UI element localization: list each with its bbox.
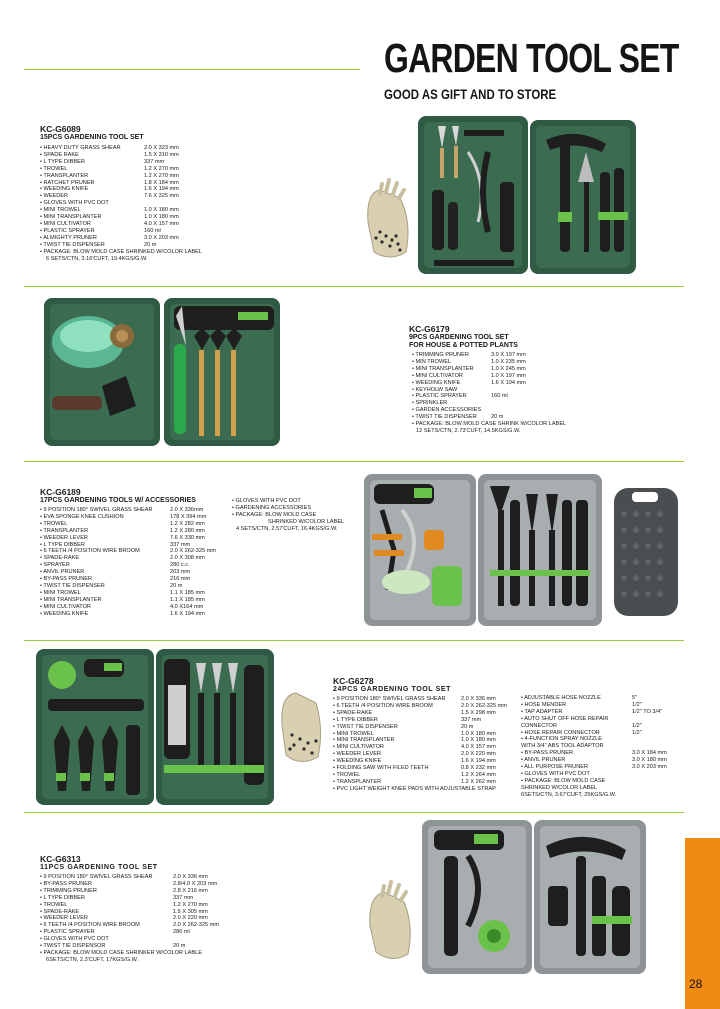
spec-item-name: • WEEDER — [40, 193, 69, 200]
spec-item-size: 1/2" — [632, 701, 642, 708]
spec-row — [40, 214, 340, 221]
spec-item-name: SHRINKED W/COLOR LABEL — [521, 784, 598, 791]
section-divider — [24, 812, 684, 813]
gloves-icon — [282, 693, 321, 762]
spec-item-name: • TAP ADAPTER — [521, 708, 563, 715]
tool-case-image — [360, 112, 640, 276]
spec-row — [412, 387, 679, 394]
package-info — [40, 950, 300, 964]
spec-item-name: • GLOVES WITH PVC DOT — [40, 936, 109, 943]
spec-row — [333, 758, 533, 765]
spec-item-size: 1.0 X 180 mm — [461, 737, 496, 744]
spec-item-size: 337 mm — [461, 716, 482, 723]
spec-item-size: 2.0 X 262-325 mm — [461, 702, 508, 709]
section-divider — [24, 461, 684, 462]
spec-row — [40, 145, 340, 152]
spec-row — [40, 535, 240, 542]
spec-item-size: 337 mm — [173, 894, 194, 901]
spec-item-name: • 9 POSITION 180° SWIVEL GRASS SHEAR — [333, 696, 446, 702]
spec-item-name: • ANVIL PRUNER — [521, 757, 566, 764]
spec-item-size: 203 mm — [170, 569, 191, 576]
spec-item-size: 2.0 X 336 mm — [461, 696, 496, 702]
extra-line: SHRINKED W/COLOR LABEL — [268, 518, 345, 525]
spec-row — [521, 785, 681, 792]
spec-item-name: • BY-PASS PRUNER — [40, 576, 93, 583]
extra-line: • PACKAGE: BLOW MOLD CASE — [232, 511, 317, 518]
spec-item-name: • TROWEL — [40, 901, 68, 908]
section-divider — [24, 286, 684, 287]
spec-item-name: • WEEDING KNIFE — [333, 758, 382, 765]
spec-item-name: • SPRINKLER — [412, 400, 448, 407]
spec-row — [333, 724, 533, 731]
spec-row — [40, 583, 240, 590]
spec-item-name: • MINI CULTIVATOR — [40, 603, 91, 610]
spec-list — [409, 352, 679, 421]
spec-row — [521, 716, 681, 723]
gloves-icon — [370, 882, 410, 959]
extra-info-kc-g6189 — [232, 498, 372, 533]
spec-row — [40, 902, 300, 909]
spec-row — [412, 380, 679, 387]
spec-item-name: • TWIST TIE DISPENSER — [412, 414, 477, 421]
spec-item-name: WITH 3/4" ABS TOOL ADAPTOR — [521, 743, 604, 750]
spec-item-size: 1.2 X 280 mm — [170, 527, 205, 534]
spec-row — [333, 779, 533, 786]
spec-item-name: • MINI TROWEL — [333, 730, 374, 737]
spec-row — [40, 929, 300, 936]
product-code: KC-G6189 — [40, 487, 81, 497]
spec-row — [412, 407, 679, 414]
spec-row — [521, 702, 681, 709]
spec-item-size: 1.2 X 270 mm — [144, 165, 179, 172]
spec-row — [40, 909, 300, 916]
spec-row — [333, 696, 533, 703]
spec-item-name: • MIN TROWEL — [412, 358, 452, 365]
spec-item-size: 20 m — [170, 582, 183, 589]
spec-row — [412, 352, 679, 359]
spec-list — [40, 145, 340, 249]
spec-row — [521, 757, 681, 764]
spec-item-size: 1.5 X 298 mm — [461, 709, 496, 716]
product-kc-g6278 — [333, 676, 533, 793]
spec-item-name: • 6 TEETH /4 POSITION WIRE BROOM — [40, 548, 140, 555]
spec-item-size: 1.6 X 194 mm — [461, 758, 496, 765]
package-line: 6 SETS/CTN, 3.16'CUFT, 19.4KGS/G.W. — [46, 255, 148, 262]
spec-item-size: 20 m — [173, 943, 186, 950]
product-photo-kc-g6278 — [34, 645, 324, 807]
tool-case-image — [362, 470, 682, 630]
spec-row — [412, 414, 679, 421]
spec-item-name: • EVA SPONGE KNEE CUSHION — [40, 513, 124, 520]
spec-row — [40, 915, 300, 922]
knee-pads-line: • PVC LIGHT WEIGHT KNEE PADS WITH ADJUSTABLE STRAP — [333, 785, 496, 792]
spec-item-size: 4.0 X 157 mm — [144, 220, 179, 227]
spec-item-name: • ADJUSTABLE HOSE NOZZLE — [521, 695, 601, 701]
spec-row — [40, 514, 240, 521]
spec-item-name: • GLOVES WITH PVC DOT — [521, 770, 590, 777]
spec-row — [40, 555, 240, 562]
spec-item-name: • HOSE MENDER — [521, 701, 567, 708]
spec-row — [40, 235, 340, 242]
product-heading-sub: FOR HOUSE & POTTED PLANTS — [409, 342, 518, 349]
spec-row — [40, 562, 240, 569]
spec-item-size: 1.6 X 194 mm — [491, 379, 526, 386]
tool-case-image — [34, 645, 324, 807]
spec-list — [40, 507, 240, 618]
spec-row — [521, 750, 681, 757]
spec-item-name: • TWIST TIE DISPENSER — [40, 241, 105, 248]
spec-item-name: • TROWEL — [333, 771, 361, 778]
spec-item-name: • ALL PURPOSE PRUNER — [521, 764, 589, 771]
spec-item-size: 1.2 X 262 mm — [461, 778, 496, 785]
package-line: 6SETS/CTN, 2.3'CUFT, 17KGS/G.W. — [46, 956, 139, 963]
spec-item-name: • KEYHOLW SAW — [412, 386, 458, 393]
section-divider — [24, 640, 684, 641]
spec-item-name: • MINI TRANSPLANTER — [40, 596, 102, 603]
spec-item-size: 1.0 X 180 mm — [461, 730, 496, 737]
spec-item-name: • TWIST TIE DISPENSER — [333, 723, 398, 730]
spec-item-size: 20 m — [461, 723, 474, 730]
spec-item-name: • SPADE-RAKE — [40, 908, 80, 915]
spec-row — [40, 180, 340, 187]
spec-item-size: 1.2 X 282 mm — [170, 520, 205, 527]
product-heading: 9PCS GARDENING TOOL SET — [409, 334, 509, 341]
spec-item-name: • PLASTIC SPRAYER — [40, 929, 95, 936]
spec-item-name: • WEEDER LEVER — [333, 751, 381, 758]
package-line: 12 SETS/CTN, 2.73'CUFT, 14.5KGS/G.W. — [416, 427, 521, 434]
spec-row — [40, 881, 300, 888]
spec-item-name: • SPADE-RAKE — [40, 555, 80, 562]
spec-row — [40, 611, 240, 618]
spec-list — [40, 874, 300, 950]
spec-item-size: 1.6 X 194 mm — [144, 186, 179, 193]
spec-item-name: • 6 TEETH /4 POSITION WIRE BROOM — [333, 702, 433, 709]
spec-item-size: 280 c.c. — [170, 562, 190, 569]
spec-row — [40, 521, 240, 528]
package-line: • PACKAGE: BLOW MOLD CASE SHRINK W/COLOR LABEL — [412, 421, 567, 428]
spec-item-name: • BY-PASS PRUNER — [40, 880, 93, 887]
spec-row — [40, 888, 300, 895]
spec-item-size: 1.0 X 180 mm — [144, 214, 179, 221]
spec-item-name: • AUTO SHUT OFF HOSE REPAIR — [521, 715, 609, 722]
spec-item-size: 3.0 X 203 mm — [144, 234, 179, 241]
spec-item-name: • WEEDING KNIFE — [412, 379, 461, 386]
spec-row — [40, 159, 340, 166]
spec-item-size: 2.0 X 336mm — [170, 507, 204, 513]
spec-row — [333, 710, 533, 717]
product-code: KC-G6089 — [40, 124, 81, 134]
spec-item-size: 3.0 X 197 mm — [491, 352, 526, 358]
spec-row — [40, 528, 240, 535]
spec-row — [333, 772, 533, 779]
spec-item-size: 5" — [632, 695, 638, 701]
spec-row — [521, 764, 681, 771]
spec-item-size: 1.2 X 270 mm — [144, 172, 179, 179]
product-kc-g6189 — [40, 487, 240, 618]
spec-item-name: • ALMIGHTY PRUNER — [40, 234, 97, 241]
spec-item-size: 2.8/4.0 X 203 mm — [173, 880, 218, 887]
spec-row — [333, 717, 533, 724]
product-kc-g6313 — [40, 854, 300, 964]
spec-item-name: • PACKAGE: BLOW MOLD CASE — [521, 777, 606, 784]
spec-item-size: 2.0 X 323 mm — [144, 145, 179, 151]
spec-item-name: • WEEDER LEVER — [40, 915, 88, 922]
spec-item-size: 2.0 X 220 mm — [173, 915, 208, 922]
spec-item-size: 1.0 X 180 mm — [144, 207, 179, 214]
extra-line: 4 SETS/CTN, 2.57'CUFT, 16.4KGS/G.W. — [236, 525, 338, 532]
package-line: • PACKAGE: BLOW MOLD CASE SHRINKER W/COLOR LABLE — [40, 949, 202, 956]
page-subtitle: GOOD AS GIFT AND TO STORE — [384, 86, 557, 102]
spec-item-size: 1.5 X 310 mm — [144, 151, 179, 158]
spec-item-size: 0.8 X 232 mm — [461, 765, 496, 772]
spec-item-name: • MINI TROWEL — [40, 589, 81, 596]
spec-item-size: 7.6 X 325 mm — [144, 193, 179, 200]
spec-row — [521, 792, 681, 799]
spec-item-name: • MINI TRANSPLANTER — [333, 737, 395, 744]
spec-item-size: 1.2 X 264 mm — [461, 771, 496, 778]
spec-row — [521, 695, 681, 702]
spec-row — [40, 193, 340, 200]
spec-row — [412, 359, 679, 366]
page-title: GARDEN TOOL SET — [384, 35, 679, 81]
spec-row — [333, 751, 533, 758]
spec-item-size: 20 m — [491, 414, 504, 421]
spec-row — [521, 730, 681, 737]
spec-row — [40, 590, 240, 597]
spec-item-size: 1.2 X 270 mm — [173, 901, 208, 908]
spec-item-size: 2.0 X 220 mm — [461, 751, 496, 758]
spec-item-name: • WEEDING KNIFE — [40, 610, 89, 617]
spec-item-name: • MINI CULTIVATOR — [412, 372, 463, 379]
spec-row — [40, 542, 240, 549]
extra-line: • GARDENING ACCESSORIES — [232, 504, 312, 511]
spec-item-size: 178 X 394 mm — [170, 513, 207, 520]
spec-item-name: • ANVIL PRUNER — [40, 569, 85, 576]
spec-row — [40, 152, 340, 159]
spec-item-name: • L TYPE DIBBER — [333, 716, 378, 723]
spec-row — [333, 737, 533, 744]
product-photo-kc-g6179 — [42, 296, 282, 448]
spec-item-size: 2.0 X 336 mm — [173, 874, 208, 880]
spec-item-size: 4.0 X 157 mm — [461, 744, 496, 751]
spec-item-size: 1.0 X 235 mm — [491, 358, 526, 365]
package-line: • PACKAGE: BLOW MOLD CASE SHRINKED W/COLOR LABEL — [40, 248, 202, 255]
spec-item-name: • MINI TROWEL — [40, 207, 81, 214]
spec-row — [412, 366, 679, 373]
spec-item-name: • MINI CULTIVATOR — [40, 220, 91, 227]
tool-case-image — [42, 296, 282, 448]
spec-row — [412, 373, 679, 380]
spec-row — [412, 393, 679, 400]
spec-item-name: • 6 TEETH /4 POSITION WIRE BROOM — [40, 922, 140, 929]
spec-item-size: 2.0 X 262-325 mm — [170, 548, 217, 555]
spec-item-name: • WEEDING KNIFE — [40, 186, 89, 193]
spec-item-size: 160 ml — [491, 393, 508, 400]
page-number: 28 — [689, 977, 703, 991]
spec-item-name: • PLASTIC SPRAYER — [40, 227, 95, 234]
spec-item-size: 3.0 X 184 mm — [632, 750, 667, 757]
spec-row — [40, 507, 240, 514]
spec-row — [40, 207, 340, 214]
spec-item-name: • TRANSPLANTER — [40, 172, 89, 179]
spec-item-name: • TRIMMING PRUNER — [412, 352, 469, 358]
spec-item-name: • WEEDER LEVER — [40, 534, 88, 541]
spec-row — [521, 736, 681, 743]
spec-item-size: 1.1 X 185 mm — [170, 596, 205, 603]
spec-item-size: 2.8 X 216 mm — [173, 887, 208, 894]
spec-row — [333, 703, 533, 710]
product-photo-kc-g6313 — [364, 816, 664, 976]
spec-item-name: • TRANSPLANTER — [40, 527, 89, 534]
spec-item-name: CONNECTOR — [521, 722, 557, 729]
spec-item-size: 1.0 X 245 mm — [491, 365, 526, 372]
spec-item-size: 1.8 X 184 mm — [144, 179, 179, 186]
spec-item-name: • MINI TRANSPLANTER — [40, 214, 102, 221]
spec-row — [40, 569, 240, 576]
spec-row — [40, 576, 240, 583]
spec-row — [40, 874, 300, 881]
spec-item-name: • HOSE REPAIR CONNECTOR — [521, 729, 600, 736]
spec-item-size: 1/2" — [632, 722, 642, 729]
spec-item-size: 4.0 X164 mm — [170, 603, 204, 610]
product-heading: 24PCS GARDENING TOOL SET — [333, 686, 451, 693]
product-kc-g6089 — [40, 124, 340, 262]
knee-cushion-icon — [614, 488, 678, 616]
spec-item-name: • TROWEL — [40, 165, 68, 172]
spec-item-size: 1.1 X 185 mm — [170, 589, 205, 596]
package-info — [40, 249, 340, 263]
spec-item-size: 3.0 X 203 mm — [632, 764, 667, 771]
spec-row — [412, 400, 679, 407]
spec-row — [40, 200, 340, 207]
product-code: KC-G6313 — [40, 854, 81, 864]
spec-item-name: • L TYPE DIBBER — [40, 158, 85, 165]
spec-item-name: • L TYPE DIBBER — [40, 894, 85, 901]
product-code: KC-G6278 — [333, 676, 374, 686]
spec-item-name: • RATCHET PRUNER — [40, 179, 95, 186]
spec-row — [521, 743, 681, 750]
spec-item-name: • GARDEN ACCESSORIES — [412, 407, 482, 414]
spec-row — [333, 731, 533, 738]
spec-row — [40, 604, 240, 611]
spec-list-secondary — [521, 695, 681, 799]
product-photo-kc-g6089 — [360, 112, 640, 276]
spec-item-size: 1.5 X 305 mm — [173, 908, 208, 915]
spec-item-name: • GLOVES WITH PVC DOT — [40, 200, 109, 207]
product-heading: 11PCS GARDENING TOOL SET — [40, 864, 158, 871]
spec-item-name: • SPADE-RAKE — [333, 709, 373, 716]
spec-item-name: • PLASTIC SPRAYER — [412, 393, 467, 400]
spec-row — [40, 943, 300, 950]
product-kc-g6179 — [409, 324, 679, 435]
gloves-icon — [368, 180, 408, 257]
spec-row — [40, 548, 240, 555]
spec-row — [521, 709, 681, 716]
package-info — [409, 421, 679, 435]
spec-row — [40, 922, 300, 929]
spec-row — [40, 242, 340, 249]
spec-item-size: 7.6 X 330 mm — [170, 534, 205, 541]
spec-item-name: • HEAVY DUTY GRASS SHEAR — [40, 145, 121, 151]
spec-item-size: 216 mm — [170, 576, 191, 583]
spec-row — [333, 765, 533, 772]
spec-item-name: • SPADE RAKE — [40, 151, 79, 158]
product-heading: 15PCS GARDENING TOOL SET — [40, 134, 144, 141]
spec-row — [40, 166, 340, 173]
spec-item-size: 1.6 X 194 mm — [170, 610, 205, 617]
header-rule — [24, 69, 360, 70]
spec-item-name: • TWIST TIE DISPENSOR — [40, 943, 106, 950]
spec-row — [40, 173, 340, 180]
spec-row — [333, 744, 533, 751]
spec-item-size: 280 ml — [173, 929, 190, 936]
spec-row — [521, 778, 681, 785]
extra-line: • GLOVES WITH PVC DOT — [232, 498, 301, 504]
spec-item-name: • TRIMMING PRUNER — [40, 887, 97, 894]
spec-item-size: 3.0 X 180 mm — [632, 757, 667, 764]
spec-item-size: 2.0 X 308 mm — [170, 555, 205, 562]
spec-item-name: • BY-PASS PRUNER — [521, 750, 574, 757]
spec-item-name: • 9 POSITION 180° SWIVEL GRASS SHEAR — [40, 874, 153, 880]
spec-row — [40, 597, 240, 604]
spec-row — [40, 186, 340, 193]
spec-item-name: 6SETS/CTN, 3.67'CUFT, 25KGS/G.W. — [521, 791, 617, 798]
spec-row — [40, 895, 300, 902]
spec-item-size: 337 mm — [144, 158, 165, 165]
spec-row — [40, 221, 340, 228]
spec-row — [40, 228, 340, 235]
spec-item-size: 1/2" TO 3/4" — [632, 708, 663, 715]
spec-item-name: • MINI CULTIVATOR — [333, 744, 384, 751]
spec-item-size: 1/2" — [632, 729, 642, 736]
spec-item-name: • TWIST TIE DISPENSER — [40, 582, 105, 589]
tool-case-image — [364, 816, 664, 976]
spec-item-size: 2.0 X 262-325 mm — [173, 922, 220, 929]
spec-item-name: • MINI TRANSPLANTER — [412, 365, 474, 372]
spec-item-size: 337 mm — [170, 541, 191, 548]
product-heading: 17PCS GARDENING TOOLS W/ ACCESSORIES — [40, 497, 196, 504]
product-code: KC-G6179 — [409, 324, 450, 334]
spec-item-size: 160 ml — [144, 227, 161, 234]
spec-item-name: • TRANSPLANTER — [333, 778, 382, 785]
spec-item-size: 20 m — [144, 241, 157, 248]
spec-row — [40, 936, 300, 943]
spec-item-size: 1.0 X 197 mm — [491, 372, 526, 379]
spec-item-name: • SPRAYER — [40, 562, 70, 569]
spec-row — [521, 723, 681, 730]
product-photo-kc-g6189 — [362, 470, 682, 630]
spec-item-name: • L TYPE DIBBER — [40, 541, 85, 548]
spec-item-name: • FOLDING SAW WITH FILED TEETH — [333, 765, 429, 772]
spec-item-name: • 4-FUNCTION SPRAY NOZZLE — [521, 736, 603, 743]
spec-row — [521, 771, 681, 778]
spec-item-name: • 9 POSITION 180° SWIVEL GRASS SHEAR — [40, 507, 153, 513]
spec-list — [333, 696, 533, 786]
spec-item-name: • TROWEL — [40, 520, 68, 527]
